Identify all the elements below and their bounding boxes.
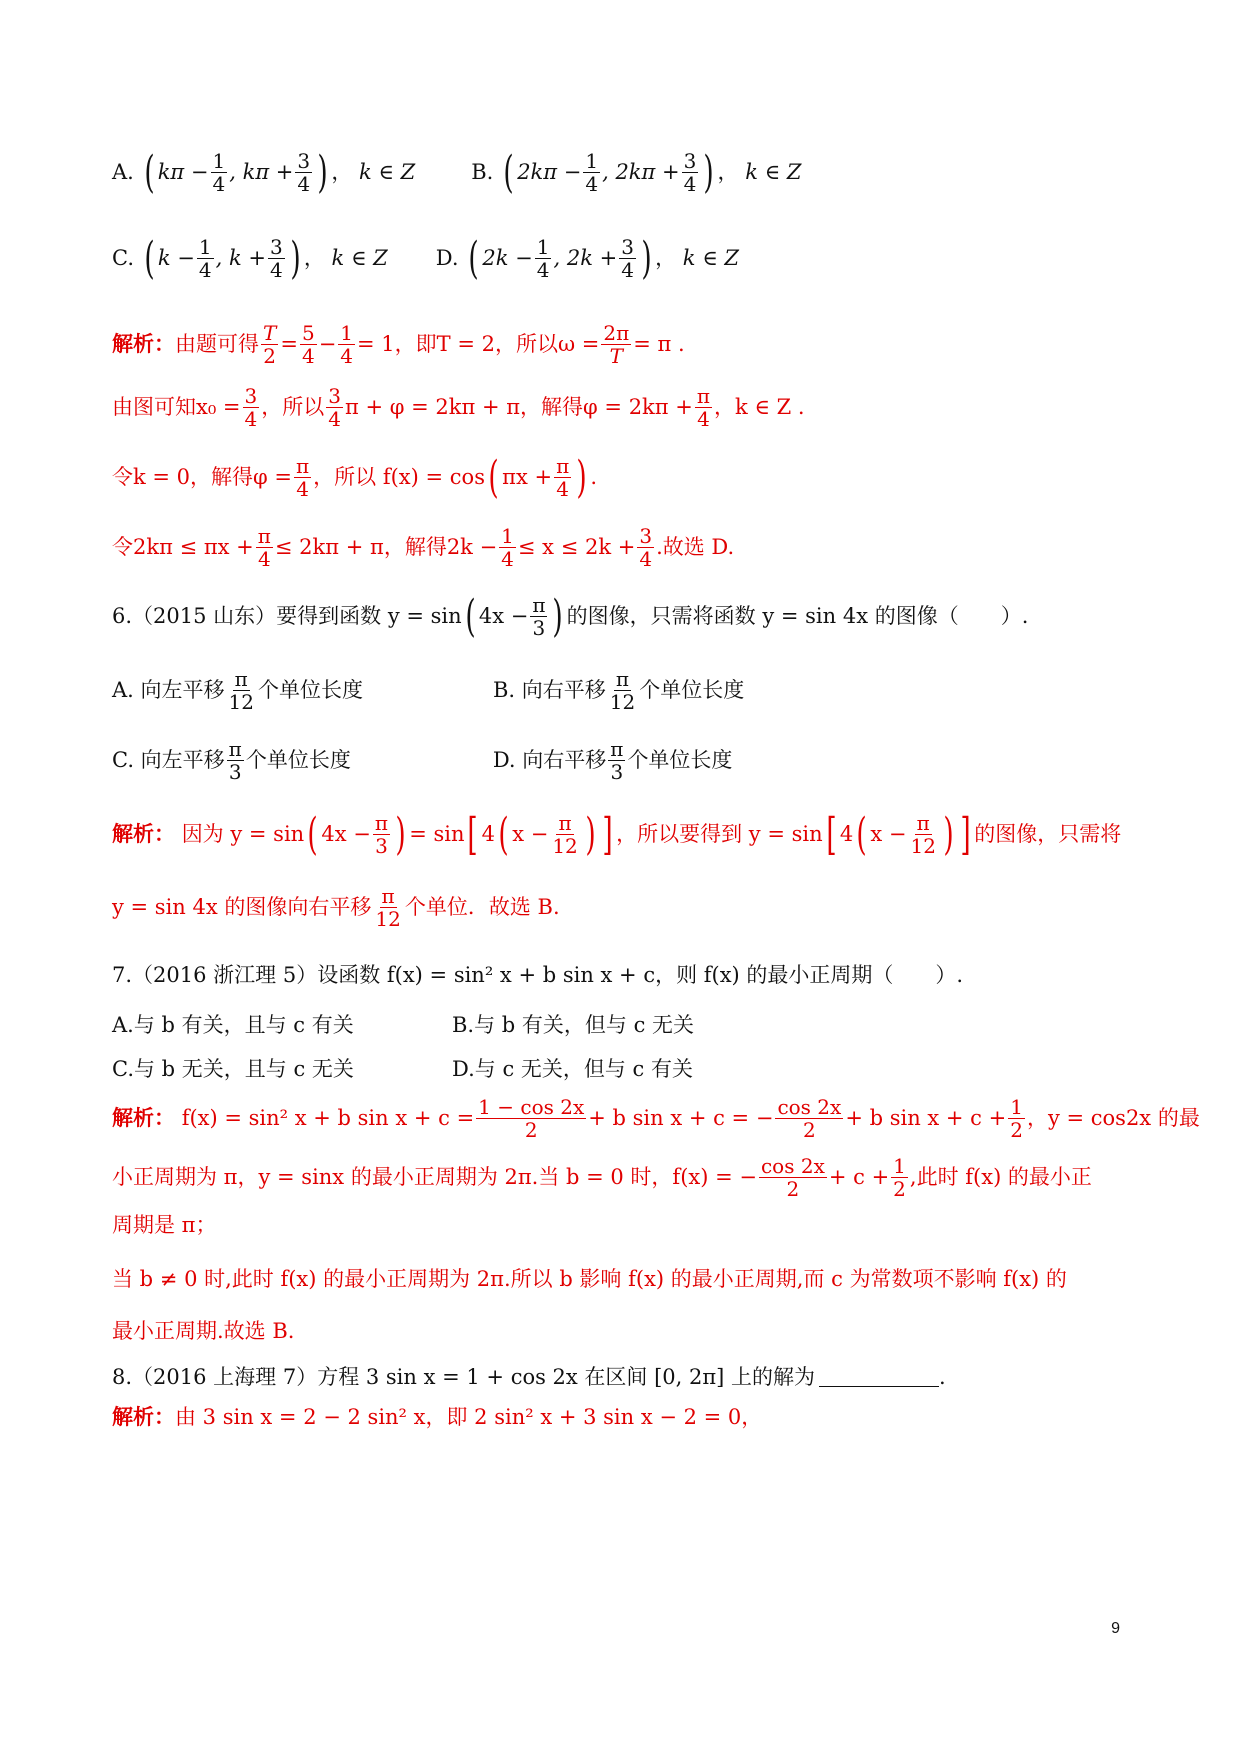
q8-solution-line-1 xyxy=(112,1404,1140,1430)
text: 的图像，只需将 xyxy=(974,822,1122,847)
text: . xyxy=(590,465,598,490)
solution-label: 解析： xyxy=(112,822,175,847)
text: .故选 D. xyxy=(656,535,735,560)
q5-options-ab: A. ( kπ − $\frac{1}{4}$ , kπ + $\frac{3}{4}$ ) ， k ∈ Z B. ( 2kπ − $\frac{1}{4}$ , 2kπ + $\frac{3}{4}$ ) ， k ∈ Z xyxy=(112,146,802,198)
text: = sin xyxy=(409,822,465,847)
text: y = sin 4x 的图像向右平移 xyxy=(112,895,372,920)
answer-blank[interactable] xyxy=(819,1368,939,1387)
kz-c: k ∈ Z xyxy=(331,246,388,271)
text: 由 3 sin x = 2 − 2 sin² x，即 2 sin² x + 3 sin x − 2 = 0， xyxy=(175,1405,763,1429)
solution-label: 解析： xyxy=(112,332,175,357)
page-number: 9 xyxy=(1111,1620,1120,1637)
text: ，所以要得到 y = sin xyxy=(616,822,823,847)
q7-options-cd xyxy=(112,1056,1140,1082)
option-a: A. 向左平移 xyxy=(112,678,225,703)
text: 令2kπ ≤ πx + xyxy=(112,535,254,560)
text: ≤ 2kπ + π，解得2k − xyxy=(274,535,498,560)
text: 最小正周期.故选 B. xyxy=(112,1319,295,1343)
text: 由图可知x₀ = xyxy=(112,395,241,420)
q7-solution-line-2: 小正周期为 π，y = sinx 的最小正周期为 2π.当 b = 0 时，f(x) = − $\frac{\cos 2x}{2}$ + c + $\frac{1}{2}$ ,此时 f(x) 的最小正 xyxy=(112,1154,1092,1201)
text: 由题可得 xyxy=(175,332,259,357)
text: 7.（2016 浙江理 5）设函数 f(x) = sin² x + b sin x + c，则 f(x) 的最小正周期（ ）. xyxy=(112,963,964,987)
option-a-label: A. xyxy=(112,160,134,185)
q5-solution-line-2: 由图可知x₀ = $\frac{3}{4}$ ，所以 3 4 π + φ = 2kπ + π，解得φ = 2kπ + $\frac{\pi}{4}$ ，k ∈ Z . xyxy=(112,384,805,431)
q6-options-cd: C. 向左平移 π 3 个单位长度 D. 向右平移 π 3 个单位长度 xyxy=(112,737,733,784)
text: ，y = cos2x 的最 xyxy=(1026,1106,1200,1131)
text: + b sin x + c = − xyxy=(588,1106,774,1131)
option-b: B. 向右平移 xyxy=(492,678,606,703)
q7-solution-line-3 xyxy=(112,1212,1140,1238)
q5-solution-line-1: 解析： 由题可得 T 2 = 5 4 − 1 4 = 1 ，即T = 2，所以ω = $\frac{2\pi}{T}$ = π . xyxy=(112,321,685,368)
kz-d: k ∈ Z xyxy=(682,246,740,271)
text: . xyxy=(939,1365,946,1389)
q5-solution-line-4: 令2kπ ≤ πx + $\frac{\pi}{4}$ ≤ 2kπ + π，解得2k − $\frac{1}{4}$ ≤ x ≤ 2k + $\frac{3}{4}$ .故选 D. xyxy=(112,524,735,571)
q6-stem: 6.（2015 山东）要得到函数 y = sin ( 4x − π 3 ) 的图像，只需将函数 y = sin 4x 的图像（ ）. xyxy=(112,590,1029,642)
text: 个单位．故选 B. xyxy=(404,895,560,920)
unit: 个单位长度 xyxy=(639,678,745,703)
option-d-label: D. xyxy=(435,246,459,271)
text: ，k ∈ Z . xyxy=(714,395,805,420)
q7-solution-line-5 xyxy=(112,1318,1140,1344)
option-a: A.与 b 有关，且与 c 有关 xyxy=(112,1013,354,1037)
option-d: D.与 c 无关，但与 c 有关 xyxy=(452,1057,693,1081)
unit: 个单位长度 xyxy=(245,748,351,773)
q7-options-ab xyxy=(112,1012,1140,1038)
text: 6.（2015 山东）要得到函数 y = sin xyxy=(112,604,462,629)
q6-solution-line-1: 解析： 因为 y = sin ( 4x − π 3 ) = sin [ 4 ( x − π 12 ) ] ，所以要得到 y = sin [ 4 ( x − π 12 ) ] 的图像，只需将 xyxy=(112,808,1122,860)
solution-label: 解析： xyxy=(112,1106,175,1131)
text: ，所以 f(x) = cos xyxy=(313,465,485,490)
text: 令k = 0，解得φ = xyxy=(112,465,293,490)
text: 的图像，只需将函数 y = sin 4x 的图像（ ）. xyxy=(566,604,1029,629)
unit: 个单位长度 xyxy=(627,748,733,773)
q8-stem xyxy=(112,1364,1140,1390)
unit: 个单位长度 xyxy=(257,678,363,703)
q5-options-cd: C. ( k − $\frac{1}{4}$ , k + $\frac{3}{4}$ ) ， k ∈ Z D. ( 2k − $\frac{1}{4}$ , 2k + $\frac{3}{4}$ ) ， k ∈ Z xyxy=(112,232,740,284)
q7-stem xyxy=(112,962,1140,988)
text: π + φ = 2kπ + π，解得φ = 2kπ + xyxy=(345,395,693,420)
option-b-label: B. xyxy=(471,160,494,185)
q6-solution-line-2: y = sin 4x 的图像向右平移 π 12 个单位．故选 B. xyxy=(112,884,560,931)
option-c: C.与 b 无关，且与 c 无关 xyxy=(112,1057,354,1081)
text: 小正周期为 π，y = sinx 的最小正周期为 2π.当 b = 0 时，f(x) = − xyxy=(112,1165,757,1190)
option-d: D. 向右平移 xyxy=(492,748,607,773)
q6-options-ab: A. 向左平移 π 12 个单位长度 B. 向右平移 π 12 个单位长度 xyxy=(112,667,745,714)
text: 周期是 π； xyxy=(112,1213,217,1237)
text: ，即T = 2，所以ω = xyxy=(394,332,600,357)
option-b: B.与 b 有关，但与 c 无关 xyxy=(452,1013,695,1037)
text: ≤ x ≤ 2k + xyxy=(517,535,636,560)
solution-label: 解析： xyxy=(112,1405,175,1429)
text: = π . xyxy=(633,332,685,357)
kz-a: k ∈ Z xyxy=(359,160,416,185)
kz-b: k ∈ Z xyxy=(745,160,802,185)
option-c: C. 向左平移 xyxy=(112,748,225,773)
text: + b sin x + c + xyxy=(845,1106,1007,1131)
text: f(x) = sin² x + b sin x + c = xyxy=(181,1106,475,1131)
q5-solution-line-3: 令k = 0，解得φ = $\frac{\pi}{4}$ ，所以 f(x) = cos ( πx + π 4 ) . xyxy=(112,451,598,503)
option-c-label: C. xyxy=(112,246,134,271)
q7-solution-line-4 xyxy=(112,1266,1140,1292)
text: 因为 y = sin xyxy=(181,822,305,847)
text: ,此时 f(x) 的最小正 xyxy=(909,1165,1092,1190)
text: 8.（2016 上海理 7）方程 3 sin x = 1 + cos 2x 在区间 [0, 2π] 上的解为 xyxy=(112,1365,816,1389)
text: ，所以 xyxy=(261,395,325,420)
text: 当 b ≠ 0 时,此时 f(x) 的最小正周期为 2π.所以 b 影响 f(x) 的最小正周期,而 c 为常数项不影响 f(x) 的 xyxy=(112,1267,1067,1291)
text: + c + xyxy=(828,1165,890,1190)
q7-solution-line-1: 解析： f(x) = sin² x + b sin x + c = $\frac{1 - \cos 2x}{2}$ + b sin x + c = − $\frac{\cos 2x}{2}$ + b sin x + c + $\frac{1}{2}$ ，y = cos2x 的最 xyxy=(112,1095,1200,1142)
